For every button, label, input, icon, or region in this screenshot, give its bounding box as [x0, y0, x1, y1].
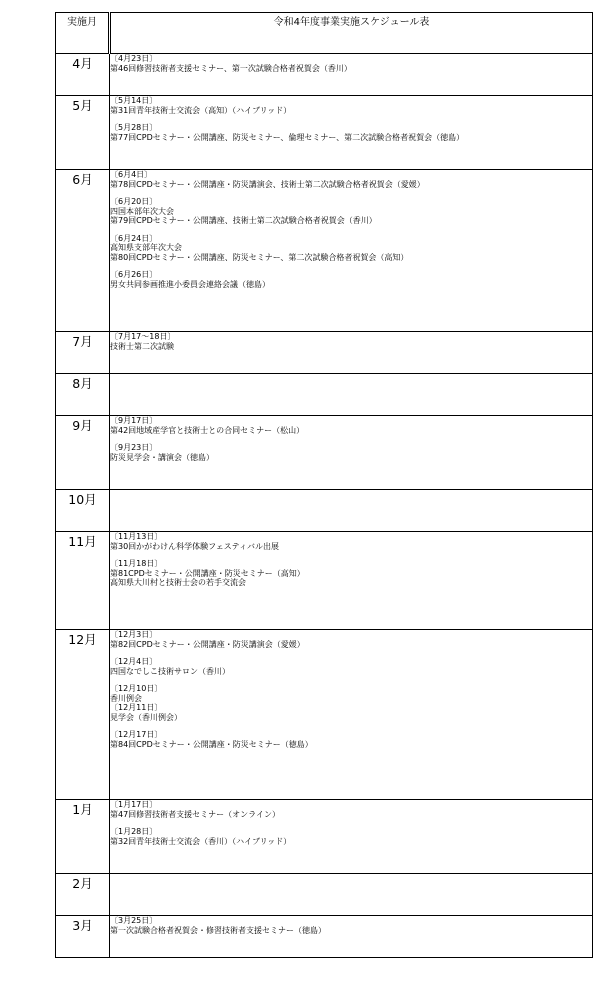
- month-row: [56, 916, 593, 958]
- month-label: 6月: [56, 170, 110, 332]
- month-label: 7月: [56, 332, 110, 374]
- event-date: 〔6月20日〕: [110, 197, 158, 206]
- schedule-table: [55, 12, 593, 958]
- month-label: 2月: [56, 874, 110, 916]
- event-date: 〔6月26日〕: [110, 270, 158, 279]
- month-events: [110, 416, 593, 490]
- table-title: 令和4年度事業実施スケジュール表: [110, 13, 593, 54]
- event-description: 第82回CPDセミナー・公開講座・防災講演会（愛媛）: [110, 639, 305, 649]
- month-events: [110, 874, 593, 916]
- event-item: [110, 800, 592, 819]
- event-item: [110, 332, 592, 351]
- event-date: 〔12月17日〕: [110, 730, 163, 739]
- event-date: 〔7月17～18日〕: [110, 332, 176, 341]
- event-description: 第一次試験合格者祝賀会・修習技術者支援セミナー（徳島）: [110, 925, 326, 935]
- event-item: [110, 54, 592, 73]
- month-label: 11月: [56, 532, 110, 630]
- event-description: 香川例会: [110, 693, 142, 703]
- event-description: 第47回修習技術者支援セミナー（オンライン）: [110, 809, 280, 819]
- month-events: [110, 800, 593, 874]
- event-date: 〔11月18日〕: [110, 559, 163, 568]
- event-description: 第84回CPDセミナー・公開講座・防災セミナー（徳島）: [110, 739, 313, 749]
- event-item: [110, 630, 592, 649]
- event-date: 〔5月28日〕: [110, 123, 158, 132]
- event-description: 第80回CPDセミナー・公開講座、防災セミナー、第二次試験合格者祝賀会（高知）: [110, 252, 409, 262]
- event-date: 〔5月14日〕: [110, 96, 158, 105]
- event-description: 見学会（香川例会）: [110, 712, 182, 722]
- event-item: [110, 684, 592, 703]
- month-events: [110, 532, 593, 630]
- event-date: 〔12月3日〕: [110, 630, 158, 639]
- month-events: [110, 630, 593, 800]
- event-description: 第31回青年技術士交流会（高知）（ハイブリッド）: [110, 105, 292, 115]
- event-item: [110, 170, 592, 189]
- event-item: [110, 123, 592, 142]
- event-item: [110, 96, 592, 115]
- month-events: [110, 374, 593, 416]
- event-description: 男女共同参画推進小委員会連絡会議（徳島）: [110, 279, 270, 289]
- event-date: 〔1月28日〕: [110, 827, 158, 836]
- event-item: [110, 197, 592, 226]
- month-label: 3月: [56, 916, 110, 958]
- event-item: [110, 827, 592, 846]
- event-item: [110, 416, 592, 435]
- event-description: 第81CPDセミナー・公開講座・防災セミナー（高知）: [110, 568, 305, 578]
- event-description: 第79回CPDセミナー・公開講座、技術士第二次試験合格者祝賀会（香川）: [110, 216, 377, 225]
- event-description: 第32回青年技術士交流会（香川）（ハイブリッド）: [110, 836, 292, 846]
- event-description: 第78回CPDセミナー・公開講座・防災講演会、技術士第二次試験合格者祝賀会（愛媛）: [110, 179, 425, 189]
- event-date: 〔9月17日〕: [110, 416, 158, 425]
- month-row: [56, 170, 593, 332]
- event-description: 第30回かがわけん科学体験フェスティバル出展: [110, 541, 279, 551]
- month-row: [56, 54, 593, 96]
- event-item: [110, 916, 592, 935]
- month-label: 1月: [56, 800, 110, 874]
- schedule-rows: [56, 54, 593, 958]
- month-events: [110, 170, 593, 332]
- event-item: [110, 730, 592, 749]
- event-description: 四国本部年次大会: [110, 206, 174, 216]
- month-row: [56, 416, 593, 490]
- month-label: 10月: [56, 490, 110, 532]
- event-item: [110, 270, 592, 289]
- event-description: 高知県大川村と技術士会の若手交流会: [110, 578, 246, 587]
- event-description: 高知県支部年次大会: [110, 243, 182, 252]
- month-events: [110, 490, 593, 532]
- table-header-row: [56, 13, 593, 54]
- month-row: [56, 532, 593, 630]
- event-description: 第42回地域産学官と技術士との合同セミナー（松山）: [110, 425, 305, 435]
- month-label: 9月: [56, 416, 110, 490]
- event-date: 〔3月25日〕: [110, 916, 158, 925]
- month-events: [110, 54, 593, 96]
- event-date: 〔12月11日〕: [110, 703, 163, 712]
- event-description: 第46回修習技術者支援セミナー、第一次試験合格者祝賀会（香川）: [110, 63, 352, 73]
- event-description: 防災見学会・講演会（徳島）: [110, 452, 214, 462]
- event-date: 〔12月10日〕: [110, 684, 163, 693]
- month-label: 12月: [56, 630, 110, 800]
- month-column-header: 実施月: [56, 13, 110, 54]
- event-item: [110, 559, 592, 588]
- month-row: [56, 874, 593, 916]
- event-date: 〔4月23日〕: [110, 54, 158, 63]
- month-row: [56, 800, 593, 874]
- event-item: [110, 443, 592, 462]
- event-date: 〔9月23日〕: [110, 443, 158, 452]
- event-date: 〔6月4日〕: [110, 170, 153, 179]
- month-row: [56, 374, 593, 416]
- month-label: 8月: [56, 374, 110, 416]
- event-date: 〔6月24日〕: [110, 233, 158, 243]
- month-events: [110, 96, 593, 170]
- event-description: 技術士第二次試験: [110, 341, 174, 351]
- month-row: [56, 490, 593, 532]
- month-events: [110, 916, 593, 958]
- event-item: [110, 532, 592, 551]
- event-description: 第77回CPDセミナー・公開講座、防災セミナー、倫理セミナー、第二次試験合格者祝賀会（徳島）: [110, 132, 465, 142]
- month-row: [56, 96, 593, 170]
- month-events: [110, 332, 593, 374]
- event-description: 四国なでしこ技術サロン（香川）: [110, 666, 230, 676]
- month-row: [56, 332, 593, 374]
- event-date: 〔1月17日〕: [110, 800, 158, 809]
- event-date: 〔12月4日〕: [110, 657, 158, 666]
- event-item: [110, 703, 592, 722]
- event-date: 〔11月13日〕: [110, 532, 163, 541]
- month-label: 4月: [56, 54, 110, 96]
- event-item: [110, 234, 592, 263]
- month-row: [56, 630, 593, 800]
- event-item: [110, 657, 592, 676]
- month-label: 5月: [56, 96, 110, 170]
